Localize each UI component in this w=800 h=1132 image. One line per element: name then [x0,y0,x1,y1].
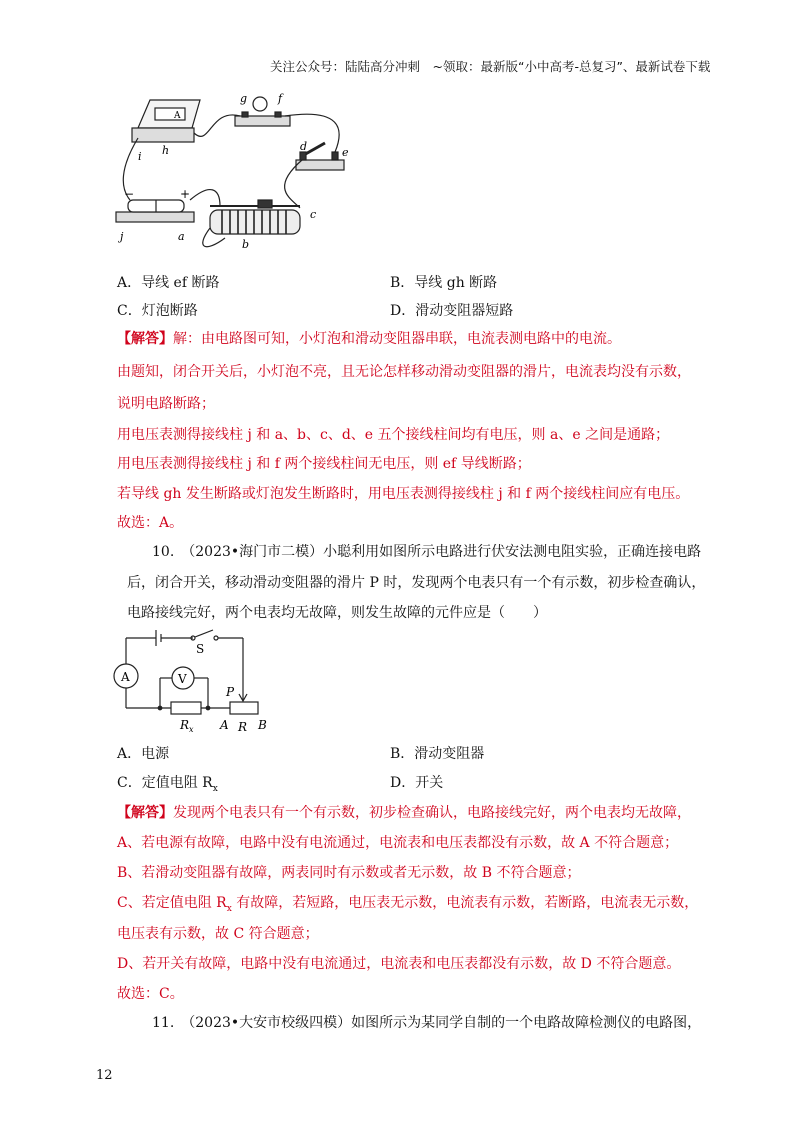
fig1-label-d: d [300,140,308,153]
fig1-label-plus: + [180,187,191,201]
q10-answer-line: 电压表有示数，故 C 符合题意； [117,926,319,942]
circuit-schematic-figure [108,628,278,738]
q10-choice: 故选：C。 [117,986,184,1002]
q10-answer-line: B、若滑动变阻器有故障，两表同时有示数或者无示数，故 B 不符合题意； [117,865,581,881]
fig1-label-j: j [120,230,124,243]
q9-option-c: C．灯泡断路 [117,303,198,319]
q10-stem-line: 后，闭合开关，移动滑动变阻器的滑片 P 时，发现两个电表只有一个有示数，初步检查确认， [127,575,706,591]
fig1-label-f: f [278,92,283,105]
q9-choice: 故选：A。 [117,515,184,531]
q9-option-a: A．导线 ef 断路 [117,275,220,291]
q9-option-b: B．导线 gh 断路 [390,275,498,291]
fig1-label-b: b [242,238,250,251]
fig2-label-b: B [258,718,267,732]
q10-option-d: D．开关 [390,775,444,791]
q9-answer-line: 由题知，闭合开关后，小灯泡不亮，且无论怎样移动滑动变阻器的滑片，电流表均没有示数， [117,364,691,380]
q9-answer-line: 用电压表测得接线柱 j 和 a、b、c、d、e 五个接线柱间均有电压，则 a、e 之间是通路； [117,427,670,443]
q10-option-a: A．电源 [117,746,170,762]
fig1-label-a: a [178,230,185,243]
fig1-label-e: e [342,146,349,159]
fig1-label-i: i [138,150,142,163]
q9-answer-first-line: 【解答】解：由电路图可知，小灯泡和滑动变阻器串联，电流表测电路中的电流。 [117,331,621,347]
q10-stem-line: 10. （2023•海门市二模）小聪利用如图所示电路进行伏安法测电阻实验，正确连接电路 [152,544,702,560]
q10-answer-line: D、若开关有故障，电路中没有电流通过，电流表和电压表都没有示数，故 D 不符合题意。 [117,956,681,972]
fig2-rx-label: $R_x$ [180,718,194,734]
q10-answer-line: A、若电源有故障，电路中没有电流通过，电流表和电压表都没有示数，故 A 不符合题意； [117,835,679,851]
q10-answer-tag: 【解答】 [117,805,173,821]
fig1-label-A: A [174,111,181,121]
q9-option-d: D．滑动变阻器短路 [390,303,514,319]
q10-option-c: C．定值电阻 $R_x$ [117,775,218,794]
fig2-ammeter-label: A [121,670,130,684]
q9-answer-line: 用电压表测得接线柱 j 和 f 两个接线柱间无电压，则 ef 导线断路； [117,456,531,472]
q9-answer-line: 若导线 gh 发生断路或灯泡发生断路时，用电压表测得接线柱 j 和 f 两个接线柱间应有电压。 [117,486,690,502]
page-header: 关注公众号：陆陆高分冲刺 ~领取：最新版“小中高考-总复习”、最新试卷下载 [270,59,711,74]
q10-answer-first-line: 【解答】发现两个电表只有一个有示数，初步检查确认，电路接线完好，两个电表均无故障， [117,805,691,821]
q10-answer-line: C、若定值电阻 $R_x$ 有故障，若短路，电压表无示数，电流表有示数，若断路，电流表无示数， [117,895,699,914]
fig2-label-r: R [238,720,248,734]
fig1-label-h: h [162,144,170,157]
page-number: 12 [96,1068,113,1083]
fig2-switch-label: S [196,642,205,656]
fig2-slider-label: P [226,685,235,699]
fig1-label-c: c [310,208,317,221]
circuit-photo-figure [110,88,360,258]
fig1-label-g: g [240,92,248,105]
fig1-label-minus: − [124,187,135,201]
fig2-voltmeter-label: V [178,672,187,686]
q9-answer-line: 说明电路断路； [117,396,215,412]
q10-option-b: B．滑动变阻器 [390,746,485,762]
q11-stem-line: 11. （2023•大安市校级四模）如图所示为某同学自制的一个电路故障检测仪的电路图， [152,1015,702,1031]
fig2-label-a: A [220,718,229,732]
q10-stem-line: 电路接线完好，两个电表均无故障，则发生故障的元件应是（ ） [127,605,547,621]
q9-answer-tag: 【解答】 [117,331,173,347]
